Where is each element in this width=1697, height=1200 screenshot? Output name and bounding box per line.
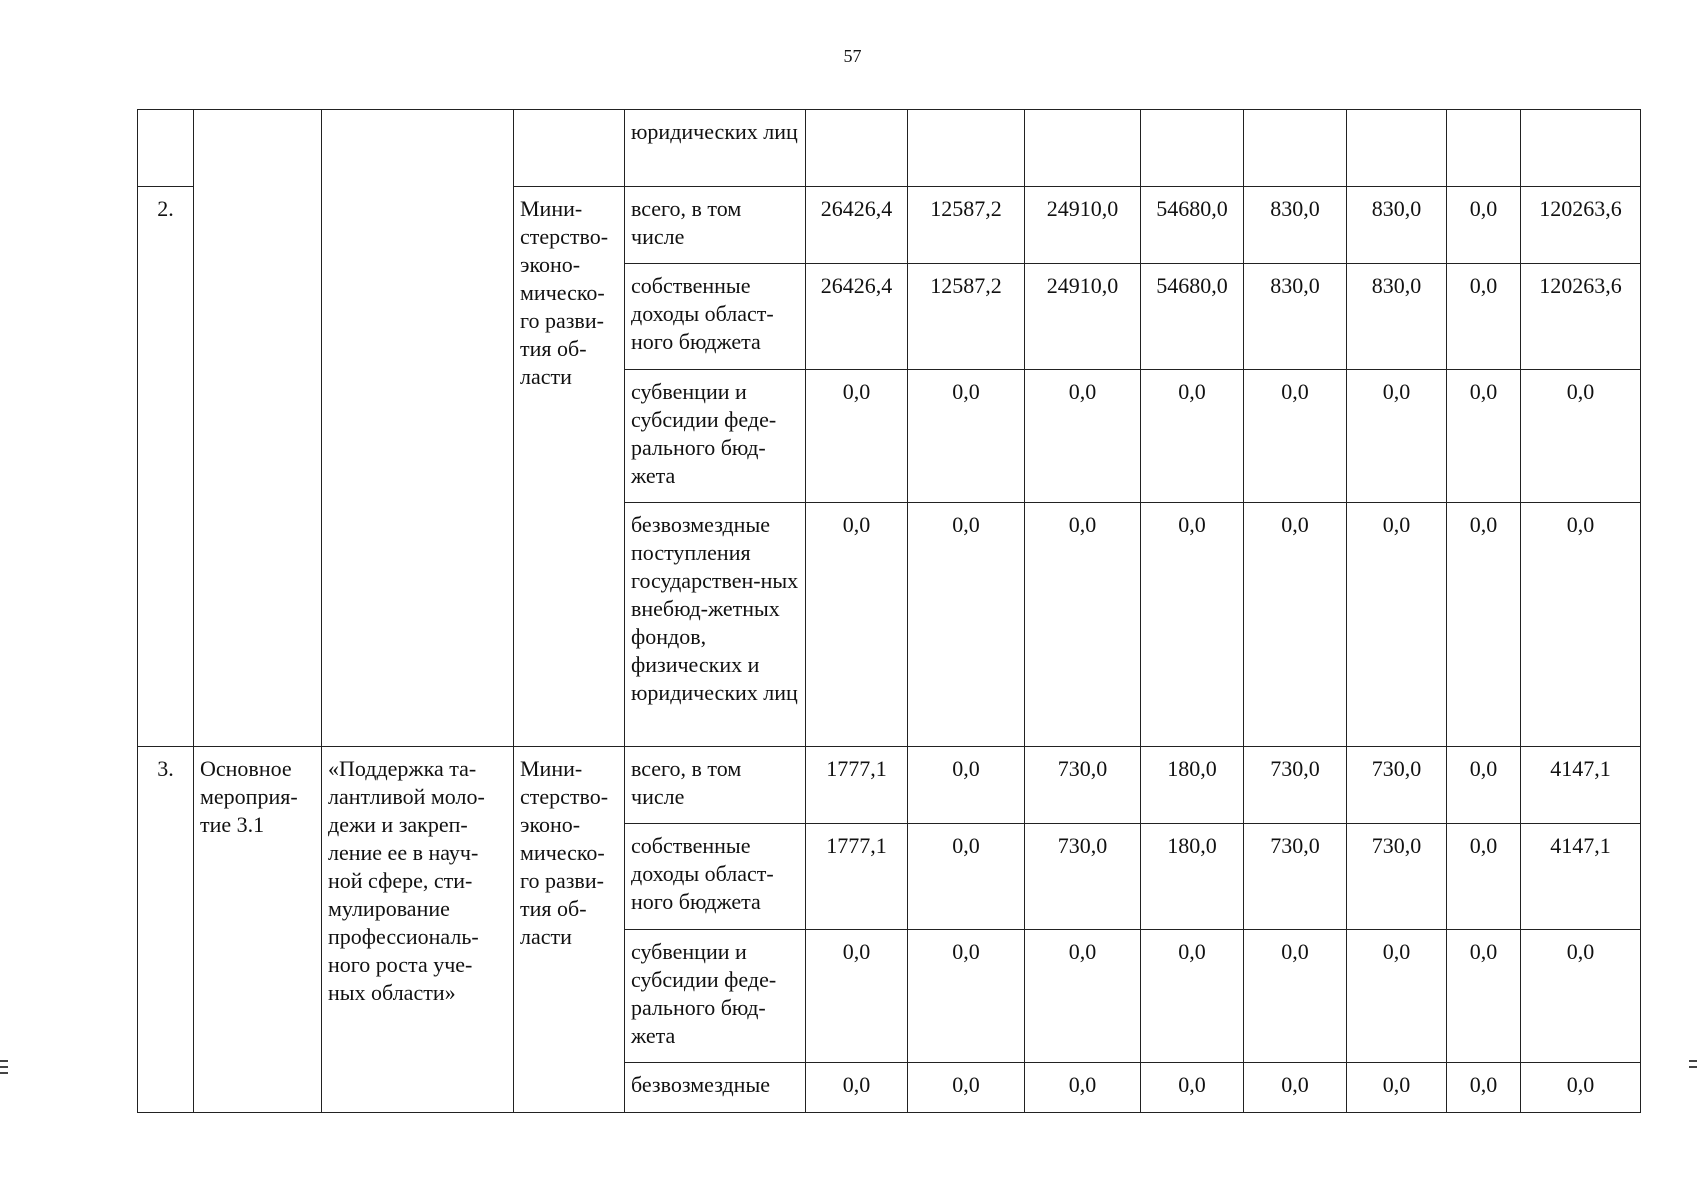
fragment-value-8 — [1521, 110, 1641, 187]
row2-line-4-value-1: 0,0 — [806, 503, 908, 747]
row2-line-1-value-3: 24910,0 — [1025, 187, 1141, 264]
fragment-value-3 — [1025, 110, 1141, 187]
row3-line-4-value-3: 0,0 — [1025, 1063, 1141, 1113]
budget-table — [137, 109, 1641, 1113]
fragment-value-6 — [1347, 110, 1447, 187]
row3-line-2-value-8: 4147,1 — [1521, 824, 1641, 930]
funding-source: субвенции и субсидии феде-рального бюд-жета — [625, 930, 806, 1063]
row2-line-4-value-2: 0,0 — [908, 503, 1025, 747]
row2-line-2-value-1: 26426,4 — [806, 264, 908, 370]
table-row — [138, 110, 1641, 187]
fragment-value-1 — [806, 110, 908, 187]
funding-source: всего, в том числе — [625, 747, 806, 824]
row2-line-2-value-7: 0,0 — [1447, 264, 1521, 370]
row3-line-3-value-8: 0,0 — [1521, 930, 1641, 1063]
row3-line-1-value-3: 730,0 — [1025, 747, 1141, 824]
row2-line-4-value-6: 0,0 — [1347, 503, 1447, 747]
funding-source: субвенции и субсидии феде-рального бюд-жета — [625, 370, 806, 503]
funding-source: всего, в том числе — [625, 187, 806, 264]
fragment-value-4 — [1141, 110, 1244, 187]
page-number: 57 — [843, 46, 862, 66]
row2-line-1-value-5: 830,0 — [1244, 187, 1347, 264]
name-cell: «Поддержка та-лантливой моло-дежи и закреп-ление ее в науч-ной сфере, сти-мулирование профессиональ-ного роста уче-ных области» — [322, 747, 514, 1113]
row3-line-2-value-6: 730,0 — [1347, 824, 1447, 930]
row3-line-3-value-4: 0,0 — [1141, 930, 1244, 1063]
row2-line-3-value-2: 0,0 — [908, 370, 1025, 503]
row3-line-4-value-1: 0,0 — [806, 1063, 908, 1113]
row2-line-3-value-7: 0,0 — [1447, 370, 1521, 503]
funding-source: безвозмездные — [625, 1063, 806, 1113]
row2-line-1-value-6: 830,0 — [1347, 187, 1447, 264]
row3-line-1-value-5: 730,0 — [1244, 747, 1347, 824]
row3-line-2-value-2: 0,0 — [908, 824, 1025, 930]
measure-cell: Основное мероприя-тие 3.1 — [194, 747, 322, 1113]
row2-line-2-value-4: 54680,0 — [1141, 264, 1244, 370]
row2-line-4-value-4: 0,0 — [1141, 503, 1244, 747]
margin-tick-right-2 — [1689, 1066, 1697, 1068]
row3-line-1-value-8: 4147,1 — [1521, 747, 1641, 824]
row3-line-1-value-6: 730,0 — [1347, 747, 1447, 824]
row2-line-4-value-3: 0,0 — [1025, 503, 1141, 747]
row2-line-3-value-8: 0,0 — [1521, 370, 1641, 503]
row2-line-3-value-5: 0,0 — [1244, 370, 1347, 503]
fragment-value-5 — [1244, 110, 1347, 187]
row2-line-3-value-3: 0,0 — [1025, 370, 1141, 503]
margin-tick-right-1 — [1689, 1060, 1697, 1062]
row2-line-1-value-1: 26426,4 — [806, 187, 908, 264]
table-row — [138, 747, 1641, 824]
row2-line-1-value-7: 0,0 — [1447, 187, 1521, 264]
executor-cell: Мини-стерство-эконо-мическо-го разви-тия об-ласти — [514, 187, 625, 747]
row2-line-3-value-1: 0,0 — [806, 370, 908, 503]
name-cell — [322, 110, 514, 747]
row3-line-3-value-2: 0,0 — [908, 930, 1025, 1063]
row3-line-2-value-7: 0,0 — [1447, 824, 1521, 930]
row2-line-4-value-8: 0,0 — [1521, 503, 1641, 747]
row2-line-1-value-2: 12587,2 — [908, 187, 1025, 264]
row3-line-2-value-1: 1777,1 — [806, 824, 908, 930]
row3-line-3-value-3: 0,0 — [1025, 930, 1141, 1063]
row3-line-1-value-2: 0,0 — [908, 747, 1025, 824]
row2-line-1-value-4: 54680,0 — [1141, 187, 1244, 264]
row3-line-2-value-5: 730,0 — [1244, 824, 1347, 930]
row2-line-2-value-3: 24910,0 — [1025, 264, 1141, 370]
margin-tick-left-3 — [0, 1072, 8, 1074]
margin-tick-left-1 — [0, 1060, 8, 1062]
row-index: 3. — [138, 747, 194, 1113]
row2-line-4-value-7: 0,0 — [1447, 503, 1521, 747]
row3-line-1-value-4: 180,0 — [1141, 747, 1244, 824]
row3-line-4-value-7: 0,0 — [1447, 1063, 1521, 1113]
executor-cell — [514, 110, 625, 187]
row2-line-2-value-5: 830,0 — [1244, 264, 1347, 370]
fragment-value-7 — [1447, 110, 1521, 187]
row2-line-2-value-8: 120263,6 — [1521, 264, 1641, 370]
row3-line-3-value-7: 0,0 — [1447, 930, 1521, 1063]
row3-line-4-value-2: 0,0 — [908, 1063, 1025, 1113]
row3-line-2-value-4: 180,0 — [1141, 824, 1244, 930]
row2-line-3-value-6: 0,0 — [1347, 370, 1447, 503]
row3-line-4-value-8: 0,0 — [1521, 1063, 1641, 1113]
row2-line-4-value-5: 0,0 — [1244, 503, 1347, 747]
funding-source: юридических лиц — [625, 110, 806, 187]
fragment-index-cell — [138, 110, 194, 187]
margin-tick-left-2 — [0, 1066, 8, 1068]
row3-line-4-value-4: 0,0 — [1141, 1063, 1244, 1113]
row3-line-3-value-1: 0,0 — [806, 930, 908, 1063]
row2-line-3-value-4: 0,0 — [1141, 370, 1244, 503]
row-index: 2. — [138, 187, 194, 747]
row3-line-2-value-3: 730,0 — [1025, 824, 1141, 930]
row3-line-4-value-6: 0,0 — [1347, 1063, 1447, 1113]
row2-line-2-value-2: 12587,2 — [908, 264, 1025, 370]
table-body — [138, 110, 1641, 1113]
row3-line-1-value-7: 0,0 — [1447, 747, 1521, 824]
row2-line-1-value-8: 120263,6 — [1521, 187, 1641, 264]
funding-source: собственные доходы област-ного бюджета — [625, 824, 806, 930]
row3-line-3-value-6: 0,0 — [1347, 930, 1447, 1063]
row3-line-1-value-1: 1777,1 — [806, 747, 908, 824]
funding-source: безвозмездные поступления государствен-ных внебюд-жетных фондов, физических и юридических лиц — [625, 503, 806, 747]
measure-cell — [194, 110, 322, 747]
row3-line-3-value-5: 0,0 — [1244, 930, 1347, 1063]
executor-cell: Мини-стерство-эконо-мическо-го разви-тия об-ласти — [514, 747, 625, 1113]
funding-source: собственные доходы област-ного бюджета — [625, 264, 806, 370]
row2-line-2-value-6: 830,0 — [1347, 264, 1447, 370]
fragment-value-2 — [908, 110, 1025, 187]
row3-line-4-value-5: 0,0 — [1244, 1063, 1347, 1113]
